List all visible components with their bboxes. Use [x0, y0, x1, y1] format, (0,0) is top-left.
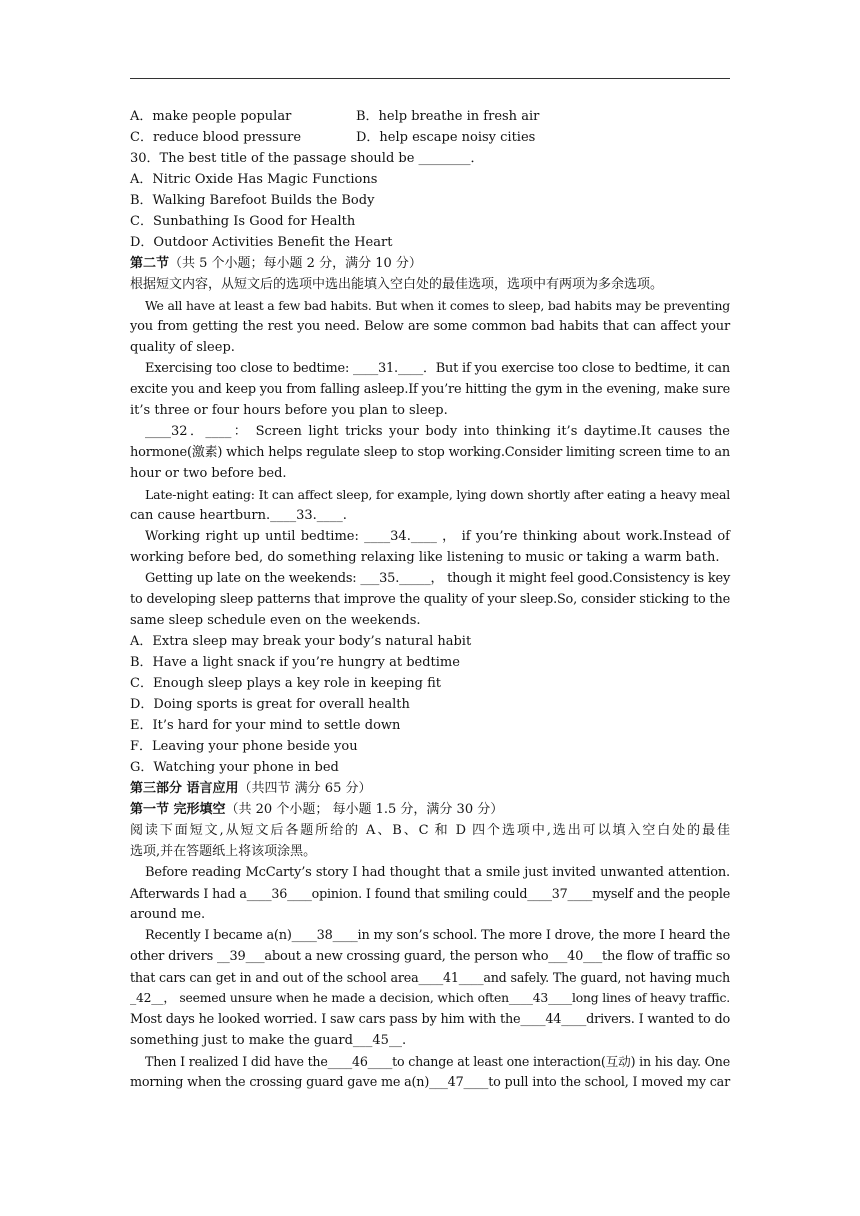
section2-option-a: A．Extra sleep may break your body’s natural habit: [130, 634, 472, 649]
q30-option-a: A．Nitric Oxide Has Magic Functions: [130, 172, 378, 187]
section2-option-f: F．Leaving your phone beside you: [130, 739, 358, 754]
passage-line: it’s three or four hours before you plan to sleep.: [130, 403, 448, 418]
q30-stem: 30．The best title of the passage should be ________．: [130, 151, 484, 166]
q29-options-row-1: [130, 106, 730, 127]
cloze-line: Recently I became a(n)____38____in my son’s school. The more I drove, the more I heard the: [145, 928, 730, 943]
passage-line: same sleep schedule even on the weekends.: [130, 613, 421, 628]
cloze-heading: [130, 799, 730, 820]
section2-option-c: C．Enough sleep plays a key role in keeping fit: [130, 676, 441, 691]
section2-heading-bold: 第二节: [130, 256, 170, 271]
section2-option-e: E．It’s hard for your mind to settle down: [130, 718, 401, 733]
cloze-line: around me.: [130, 907, 206, 922]
section2-option-d: D．Doing sports is great for overall health: [130, 697, 410, 712]
q30-option-c: C．Sunbathing Is Good for Health: [130, 214, 356, 229]
passage-line: you from getting the rest you need. Below are some common bad habits that can affect your: [130, 319, 730, 334]
part3-heading: [130, 778, 730, 799]
q29-option-c: C．reduce blood pressure: [130, 130, 302, 145]
passage-line: Getting up late on the weekends: ___35._____， though it might feel good.Consistency is key: [145, 571, 731, 586]
cloze-line: Then I realized I did have the____46____to change at least one interaction(互动) in his day. One: [145, 1054, 730, 1069]
cloze-line: Most days he looked worried. I saw cars pass by him with the____44____drivers. I wanted to do: [130, 1012, 730, 1027]
q29-option-a: A．make people popular: [130, 109, 292, 124]
passage-line: can cause heartburn.____33.____.: [130, 508, 347, 523]
part3-heading-bold: 第三部分 语言应用: [130, 781, 239, 796]
passage-line: to developing sleep patterns that improve the quality of your sleep.So, consider sticking to the: [130, 592, 730, 607]
q30-option-d: D．Outdoor Activities Benefit the Heart: [130, 235, 393, 250]
passage-line: Late-night eating: It can affect sleep, for example, lying down shortly after eating a heavy meal: [145, 487, 730, 502]
passage-line: quality of sleep.: [130, 340, 235, 355]
passage-line: We all have at least a few bad habits. But when it comes to sleep, bad habits may be preventing: [145, 298, 730, 313]
section2-heading-rest: （共 5 个小题；每小题 2 分，满分 10 分）: [169, 256, 422, 271]
q29-option-d: D．help escape noisy cities: [356, 130, 536, 145]
passage-line: working before bed, do something relaxing like listening to music or taking a warm bath.: [130, 550, 720, 565]
passage-line: Exercising too close to bedtime: ____31.____．But if you exercise too close to bedtime, it can: [145, 361, 730, 376]
cloze-line: something just to make the guard___45__.: [130, 1033, 407, 1048]
passage-line: hour or two before bed.: [130, 466, 287, 481]
q29-options-row-2: [130, 127, 730, 148]
passage-line: hormone(激素) which helps regulate sleep to stop working.Consider limiting screen time to an: [130, 445, 730, 460]
q29-option-b: B．help breathe in fresh air: [356, 109, 540, 124]
cloze-instruction: 选项,并在答题纸上将该项涂黑。: [130, 844, 317, 859]
passage-line: Working right up until bedtime: ____34.____ ， if you’re thinking about work.Instead of: [145, 529, 730, 544]
cloze-line: morning when the crossing guard gave me a(n)___47____to pull into the school, I moved my car: [130, 1075, 730, 1090]
section2-instruction: 根据短文内容，从短文后的选项中选出能填入空白处的最佳选项，选项中有两项为多余选项。: [130, 277, 664, 292]
cloze-line: that cars can get in and out of the school area____41____and safely. The guard, not having much: [130, 970, 730, 985]
cloze-heading-rest: （共 20 个小题； 每小题 1.5 分，满分 30 分）: [225, 802, 504, 817]
cloze-heading-bold: 第一节 完形填空: [130, 802, 226, 817]
passage-line: ____32．____： Screen light tricks your body into thinking it’s daytime.It causes the: [145, 424, 730, 439]
cloze-line: _42__， seemed unsure when he made a decision, which often____43____long lines of heavy traffic.: [130, 991, 730, 1005]
exam-content: [130, 106, 730, 1093]
cloze-line: Before reading McCarty’s story I had thought that a smile just invited unwanted attention.: [145, 865, 730, 880]
section2-heading: [130, 253, 730, 274]
header-rule: [130, 78, 730, 79]
section2-option-b: B．Have a light snack if you’re hungry at bedtime: [130, 655, 460, 670]
q30-option-b: B．Walking Barefoot Builds the Body: [130, 193, 375, 208]
section2-option-g: G．Watching your phone in bed: [130, 760, 339, 775]
cloze-line: other drivers __39___about a new crossing guard, the person who___40___the flow of traffic so: [130, 949, 731, 964]
part3-heading-rest: （共四节 满分 65 分）: [238, 781, 372, 796]
passage-line: excite you and keep you from falling asleep.If you’re hitting the gym in the evening, make sure: [130, 382, 730, 397]
cloze-line: Afterwards I had a____36____opinion. I found that smiling could____37____myself and the people: [130, 886, 730, 901]
cloze-instruction: 阅读下面短文,从短文后各题所给的 A、B、C 和 D 四个选项中,选出可以填入空白处的最佳: [130, 823, 730, 838]
